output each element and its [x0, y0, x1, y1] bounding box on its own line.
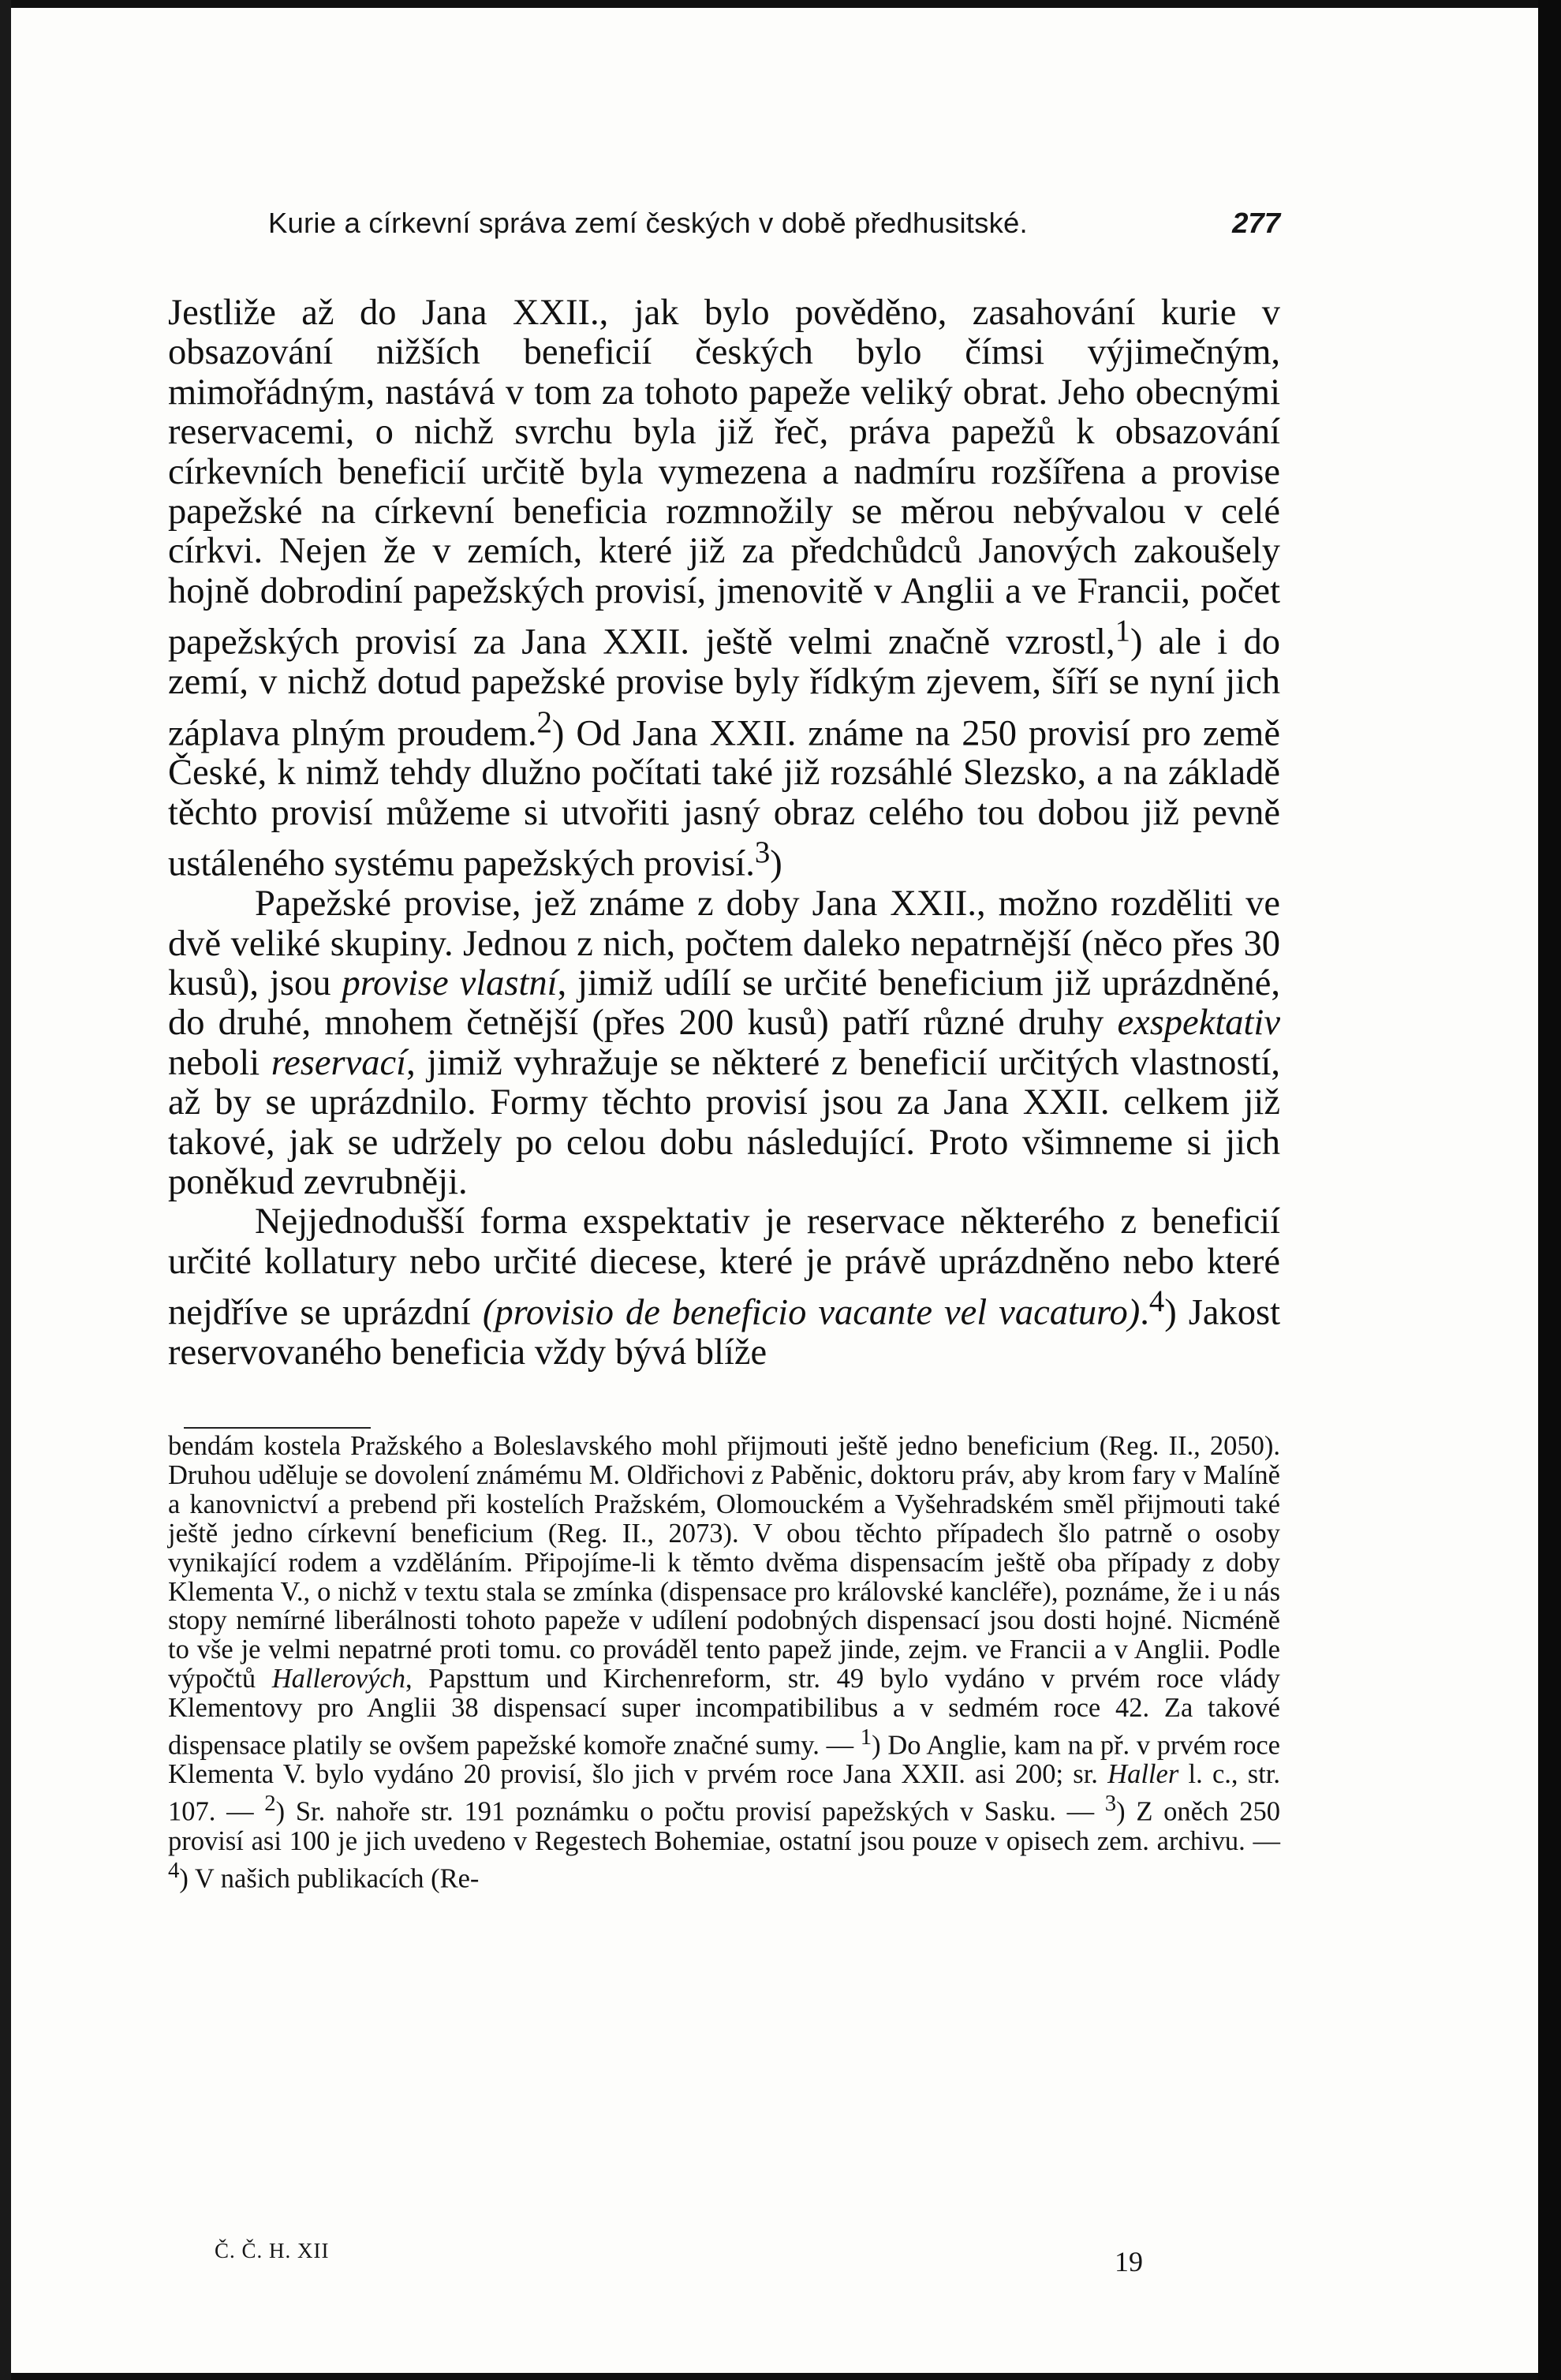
main-text — [168, 293, 1280, 1373]
italic-term: Hallerových — [271, 1664, 405, 1694]
italic-term: (provisio de beneficio vacante vel vacaturo) — [482, 1292, 1141, 1333]
running-header — [168, 207, 1280, 246]
text-run: ) — [770, 843, 782, 884]
footnote-marker-3: 3 — [1104, 1791, 1117, 1817]
footnote-marker-4: 4 — [168, 1857, 180, 1883]
text-run: bendám kostela Pražského a Boleslavského mohl přijmouti ještě jedno beneficium (Reg. II., 2050). Druhou uděluje se dovolení známému M. Oldřichovi z Paběnic, doktoru práv, aby krom fary v Malíně a kanovnictví a prebend při kostelích Pražském, Olomouckém a Vyšehradském směl přijmouti také ještě jedno církevní beneficium (Reg. II., 2073). V obou těchto případech šlo patrně o osoby vynikající rodem a vzděláním. Připojíme-li k těmto dvěma dispensacím ještě oba případy z doby Klementa V., o nichž v textu stala se zmínka (dispensace pro královské kancléře), poznáme, že i u nás stopy nemírné liberálnosti tohoto papeže v udílení podobných dispensací jsou dosti hojné. Nicméně to vše je velmi nepatrné proti tomu. co prováděl tento papež jinde, zejm. ve Francii a v Anglii. Podle výpočtů — [168, 1431, 1280, 1694]
footnote-marker-2: 2 — [264, 1791, 276, 1817]
text-run: ) Z oněch 250 provisí asi 100 je jich uvedeno v Regestech Bohemiae, ostatní jsou pouze v opisech zem. archivu. — — [168, 1796, 1280, 1856]
footnote-marker-1: 1 — [860, 1724, 872, 1750]
paragraph-3 — [168, 1202, 1280, 1373]
scan-edge-right — [1538, 0, 1561, 2380]
paragraph-2 — [168, 884, 1280, 1202]
page-number: 277 — [1232, 207, 1280, 239]
italic-term: provise vlastní — [342, 963, 558, 1003]
text-run: ) Sr. nahoře str. 191 poznámku o počtu provisí papežských v Sasku. — — [275, 1796, 1105, 1827]
text-run: Nejjednodušší forma exspektativ je reservace některého z beneficií určité kollatury nebo určité diecese, které je právě uprázdněno nebo které nejdříve se uprázdní — [168, 1201, 1280, 1333]
printer-signature: Č. Č. H. XII — [215, 2239, 330, 2262]
footnote-ref-4: 4 — [1148, 1284, 1165, 1319]
text-run: ) Od Jana XXII. známe na 250 provisí pro země České, k nimž tehdy dlužno počítati také již rozsáhlé Slezsko, a na základě těchto provisí můžeme si utvořiti jasný obraz celého tou dobou již pevně ustáleného systému papežských provisí. — [168, 713, 1280, 884]
text-run: , Papsttum und Kirchenreform, str. 49 bylo vydáno v prvém roce vlády Klementovy pro Anglii 38 dispensací super incompatibilibus a v sedmém roce 42. Za takové dispensace platily se ovšem papežské komoře značné sumy. — — [168, 1664, 1280, 1761]
text-run: , jimiž vyhražuje se některé z beneficií určitých vlastností, až by se uprázdnilo. Formy těchto provisí jsou za Jana XXII. celkem již takové, jak se udržely po celou dobu následující. Proto všimneme si jich poněkud zevrubněji. — [168, 1042, 1280, 1203]
text-run: l. c., str. 107. — — [168, 1759, 1280, 1827]
italic-term: reservací — [271, 1042, 407, 1083]
text-run: . — [1140, 1292, 1149, 1333]
footnote-rule — [184, 1427, 371, 1429]
running-title: Kurie a církevní správa zemí českých v době předhusitské. — [268, 207, 1028, 239]
footnote-text — [168, 1432, 1280, 1893]
footnote-ref-2: 2 — [536, 704, 552, 739]
text-run: ) V našich publikacích (Re- — [179, 1863, 480, 1894]
footnotes — [168, 1432, 1280, 1893]
text-run: Papežské provise, jež známe z doby Jana XXII., možno rozděliti ve dvě veliké skupiny. Jednou z nich, počtem daleko nepatrnější (něco přes 30 kusů), jsou — [168, 884, 1280, 1003]
sheet-number: 19 — [1115, 2246, 1143, 2277]
footnote-ref-3: 3 — [754, 835, 771, 870]
text-run: neboli — [168, 1042, 271, 1083]
text-run: Jestliže až do Jana XXII., jak bylo pověděno, zasahování kurie v obsazování nižších beneficií českých bylo čímsi výjimečným, mimořádným, nastává v tom za tohoto papeže veliký obrat. Jeho obecnými reservacemi, o nichž svrchu byla již řeč, práva papežů k obsazování církevních beneficií určitě byla vymezena a nadmíru rozšířena a provise papežské na církevní beneficia rozmnožily se měrou nebývalou v celé církvi. Nejen že v zemích, které již za předchůdců Janových zakoušely hojně dobrodiní papežských provisí, jmenovitě v Anglii a ve Francii, počet papežských provisí za Jana XXII. ještě velmi značně vzrostl, — [168, 293, 1280, 663]
paragraph-1 — [168, 293, 1280, 884]
italic-term: Haller — [1107, 1759, 1179, 1790]
italic-term: exspektativ — [1117, 1003, 1280, 1044]
text-run: ) Do Anglie, kam na př. v prvém roce Klementa V. bylo vydáno 20 provisí, šlo jich v prvém roce Jana XXII. asi 200; sr. — [168, 1730, 1280, 1790]
text-run: ) Jakost reservovaného beneficia vždy bývá blíže — [168, 1292, 1280, 1373]
scan-edge-left — [0, 0, 11, 2380]
text-run: , jimiž udílí se určité beneficium již uprázdněné, do druhé, mnohem četnější (přes 200 kusů) patří různé druhy — [168, 963, 1281, 1044]
footnote-ref-1: 1 — [1115, 614, 1130, 648]
text-run: ) ale i do zemí, v nichž dotud papežské provise byly řídkým zjevem, šíří se nyní jich záplava plným proudem. — [168, 622, 1280, 754]
page-footer — [168, 2239, 1280, 2286]
